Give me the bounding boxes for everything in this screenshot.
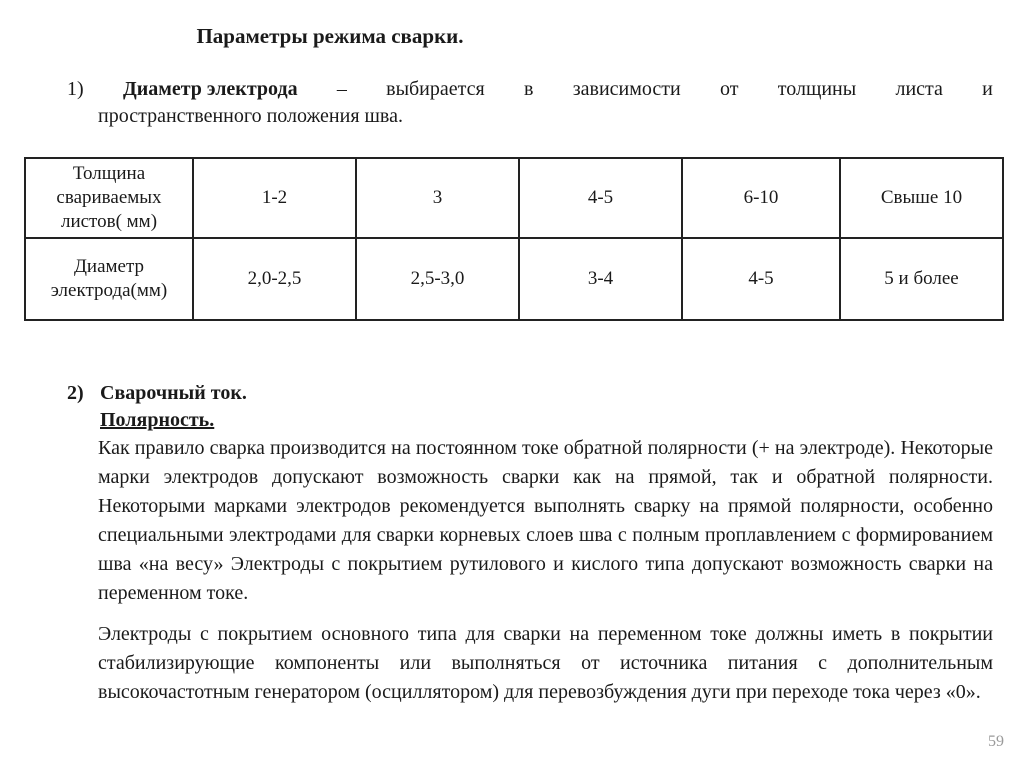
table-cell: 2,0-2,5 (193, 238, 356, 320)
table-row-diameter (25, 238, 1003, 320)
table-row-header (25, 158, 193, 238)
section1-word: листа (895, 78, 943, 100)
row-header-line: электрода(мм) (50, 280, 168, 301)
section1-word: зависимости (572, 78, 681, 100)
section-electrode-diameter (67, 76, 993, 130)
paragraph-polarity: Как правило сварка производится на постоянном токе обратной полярности (+ на электроде). Некоторые марки электродов допускают возможность сварки как на прямой, так и обратной полярности. Некоторыми марками электродов рекомендуется выполнять сварку на прямой полярности, особенно специальными электродами для сварки корневых слоев шва с полным проплавлением с формированием шва «на весу» Электроды с покрытием рутилового и кислого типа допускают возможность сварки на переменном токе. (98, 437, 993, 604)
section2-heading-text: Сварочный ток. (100, 382, 247, 404)
table-cell: 4-5 (682, 238, 840, 320)
page-title: Параметры режима сварки. (196, 24, 464, 48)
table-cell: 2,5-3,0 (356, 238, 519, 320)
section1-second-line: пространственного положения шва. (98, 105, 403, 127)
table-cell: 3-4 (519, 238, 682, 320)
section1-term: Диаметр электрода (122, 78, 298, 100)
section2-subheading: Полярность. (100, 409, 215, 431)
section1-first-line (67, 76, 993, 103)
row-header-line: Диаметр (73, 256, 145, 277)
section1-number: 1) (67, 78, 84, 100)
section1-word: в (523, 78, 534, 100)
welding-parameters-table (24, 157, 1004, 321)
row-header-line: Толщина (72, 163, 146, 184)
table-cell: 4-5 (519, 158, 682, 238)
paragraph-basic-electrodes: Электроды с покрытием основного типа для сварки на переменном токе должны иметь в покрытии стабилизирующие компоненты или выполняться от источника питания с дополнительным высокочастотным генератором (осциллятором) для перевозбуждения дуги при переходе тока через «0». (98, 623, 993, 703)
table-cell: 3 (356, 158, 519, 238)
table-cell: 5 и более (840, 238, 1003, 320)
section1-word: выбирается (386, 78, 485, 100)
section2-heading (67, 380, 993, 407)
table-cell: Свыше 10 (840, 158, 1003, 238)
table-row-thickness (25, 158, 1003, 238)
section1-word: – (336, 78, 347, 100)
section-welding-current (67, 380, 993, 707)
table-cell: 1-2 (193, 158, 356, 238)
row-header-line: свариваемых (56, 187, 162, 208)
table-cell: 6-10 (682, 158, 840, 238)
section1-word: и (982, 78, 993, 100)
section1-word: от (719, 78, 739, 100)
page-number: 59 (988, 733, 1004, 750)
table-row-header (25, 238, 193, 320)
row-header-line: листов( мм) (60, 211, 158, 232)
section1-word: толщины (777, 78, 857, 100)
section2-number: 2) (67, 382, 84, 404)
